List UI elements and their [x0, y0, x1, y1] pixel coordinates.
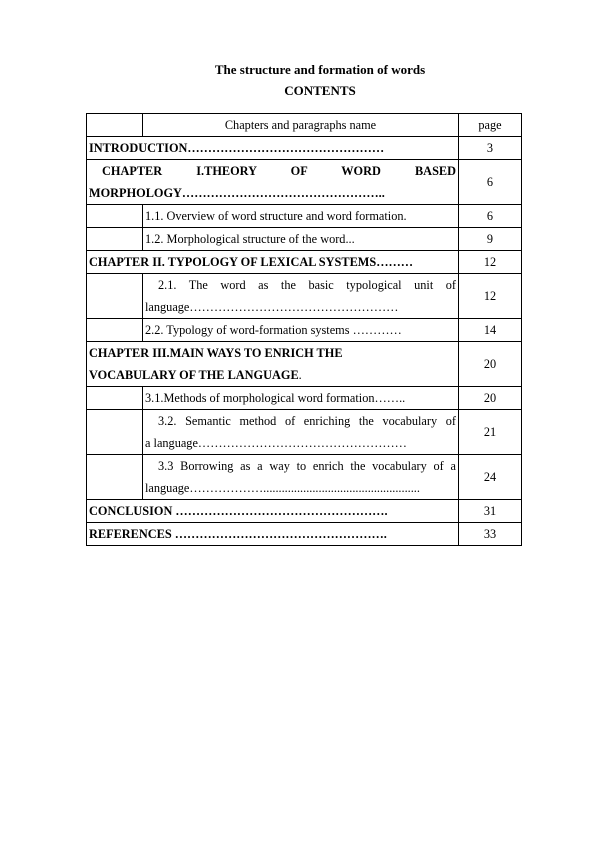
toc-page-introduction: 3 — [459, 137, 522, 160]
toc-row-3-1 — [87, 387, 522, 410]
toc-row-1-2 — [87, 228, 522, 251]
toc-entry-chapter-2: CHAPTER II. TYPOLOGY OF LEXICAL SYSTEMS……… — [87, 251, 459, 274]
document-title: The structure and formation of words — [214, 62, 426, 77]
header-indent-cell — [87, 114, 143, 137]
contents-heading: CONTENTS — [284, 83, 356, 98]
toc-entry-chapter-1-line1: CHAPTER I.THEORY OF WORD BASED — [102, 164, 456, 178]
toc-page-chapter-3: 20 — [459, 342, 522, 387]
toc-page-2-1: 12 — [459, 274, 522, 319]
toc-entry-chapter-3-line2 — [89, 364, 456, 386]
toc-indent-cell — [87, 228, 143, 251]
toc-indent-cell — [87, 455, 143, 500]
toc-page-3-1: 20 — [459, 387, 522, 410]
toc-entry-2-1 — [143, 274, 459, 319]
toc-page-3-2: 21 — [459, 410, 522, 455]
toc-entry-3-1: 3.1.Methods of morphological word formation…….. — [143, 387, 459, 410]
toc-entry-3-3-line1: 3.3 Borrowing as a way to enrich the vocabulary of a — [158, 459, 456, 473]
toc-page-3-3: 24 — [459, 455, 522, 500]
toc-entry-1-1: 1.1. Overview of word structure and word formation. — [143, 205, 459, 228]
toc-entry-2-2: 2.2. Typology of word-formation systems ………… — [143, 319, 459, 342]
toc-row-chapter-1 — [87, 160, 522, 205]
header-page-cell: page — [459, 114, 522, 137]
toc-entry-chapter-3-line2-text: VOCABULARY OF THE LANGUAGE — [89, 368, 299, 382]
toc-page-2-2: 14 — [459, 319, 522, 342]
toc-entry-3-2 — [143, 410, 459, 455]
toc-row-2-2 — [87, 319, 522, 342]
toc-entry-chapter-3-line2-tail: . — [298, 368, 302, 382]
toc-entry-3-3 — [143, 455, 459, 500]
toc-entry-2-1-line1: 2.1. The word as the basic typological unit of — [158, 278, 456, 292]
toc-row-1-1 — [87, 205, 522, 228]
toc-entry-conclusion: CONCLUSION ……………………………………………. — [87, 500, 459, 523]
toc-row-introduction — [87, 137, 522, 160]
toc-entry-chapter-1 — [87, 160, 459, 205]
toc-row-3-3 — [87, 455, 522, 500]
toc-row-chapter-2 — [87, 251, 522, 274]
toc-page-1-1: 6 — [459, 205, 522, 228]
toc-entry-2-1-line2: language…………………………………………… — [145, 300, 399, 314]
toc-indent-cell — [87, 205, 143, 228]
toc-entry-3-2-line2: a language…………………………………………… — [145, 436, 407, 450]
toc-row-references — [87, 523, 522, 546]
table-header-row — [87, 114, 522, 137]
toc-page-chapter-1: 6 — [459, 160, 522, 205]
toc-row-3-2 — [87, 410, 522, 455]
toc-entry-chapter-3 — [87, 342, 459, 387]
toc-page-conclusion: 31 — [459, 500, 522, 523]
toc-page-references: 33 — [459, 523, 522, 546]
toc-entry-3-2-line1: 3.2. Semantic method of enriching the vocabulary of — [158, 414, 456, 428]
contents-table — [86, 113, 522, 546]
toc-entry-3-3-line2: language………………................................................... — [145, 481, 420, 495]
header-name-cell: Chapters and paragraphs name — [143, 114, 459, 137]
toc-entry-introduction: INTRODUCTION………………………………………… — [87, 137, 459, 160]
toc-page-1-2: 9 — [459, 228, 522, 251]
toc-row-2-1 — [87, 274, 522, 319]
toc-row-conclusion — [87, 500, 522, 523]
toc-page-chapter-2: 12 — [459, 251, 522, 274]
toc-indent-cell — [87, 319, 143, 342]
toc-entry-1-2: 1.2. Morphological structure of the word... — [143, 228, 459, 251]
toc-entry-chapter-1-line2: MORPHOLOGY………………………………………….. — [89, 186, 385, 200]
toc-indent-cell — [87, 410, 143, 455]
toc-entry-references: REFERENCES ……………………………………………. — [87, 523, 459, 546]
toc-entry-chapter-3-line1: CHAPTER III.MAIN WAYS TO ENRICH THE — [89, 346, 343, 360]
toc-row-chapter-3 — [87, 342, 522, 387]
toc-indent-cell — [87, 387, 143, 410]
toc-indent-cell — [87, 274, 143, 319]
